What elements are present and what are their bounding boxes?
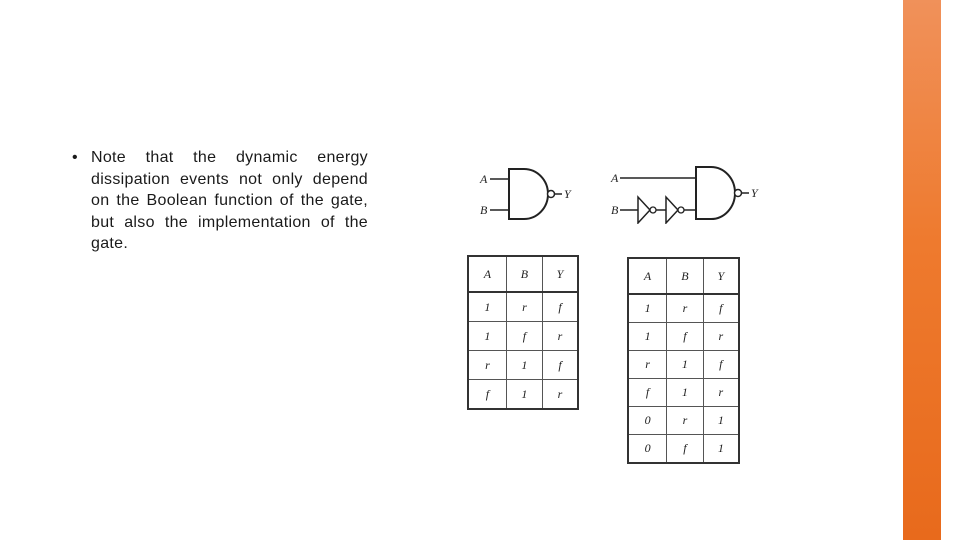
table-cell: r bbox=[542, 380, 578, 410]
truth-table-nand bbox=[467, 255, 579, 410]
table-cell: f bbox=[542, 351, 578, 380]
table-cell: r bbox=[667, 407, 703, 435]
accent-side-bar bbox=[903, 0, 941, 540]
table-row bbox=[628, 323, 739, 351]
column-header-a: A bbox=[628, 258, 667, 294]
table-cell: f bbox=[667, 323, 703, 351]
table-cell: 1 bbox=[667, 379, 703, 407]
table-cell: f bbox=[468, 380, 506, 410]
second-inverter-bubble bbox=[678, 207, 684, 213]
table-cell: f bbox=[703, 351, 739, 379]
table-cell: r bbox=[628, 351, 667, 379]
table-row bbox=[628, 407, 739, 435]
table-cell: r bbox=[703, 323, 739, 351]
table-row bbox=[468, 380, 578, 410]
column-header-b: B bbox=[506, 256, 542, 292]
table-cell: f bbox=[542, 292, 578, 322]
gate2-input-a-label: A bbox=[611, 171, 619, 185]
table-row bbox=[468, 292, 578, 322]
table-row bbox=[628, 294, 739, 323]
nand-with-buffer-diagram bbox=[608, 160, 768, 224]
column-header-a: A bbox=[468, 256, 506, 292]
table-cell: 1 bbox=[468, 322, 506, 351]
table-cell: r bbox=[667, 294, 703, 323]
column-header-y: Y bbox=[542, 256, 578, 292]
first-inverter-bubble bbox=[650, 207, 656, 213]
table-cell: 1 bbox=[506, 380, 542, 410]
table-cell: 1 bbox=[703, 435, 739, 464]
table-cell: f bbox=[506, 322, 542, 351]
table-cell: r bbox=[703, 379, 739, 407]
gate1-input-b-label: B bbox=[480, 203, 488, 217]
table-cell: r bbox=[542, 322, 578, 351]
table-cell: 1 bbox=[667, 351, 703, 379]
table-row bbox=[628, 435, 739, 464]
table-cell: 1 bbox=[468, 292, 506, 322]
bullet-paragraph bbox=[72, 147, 368, 255]
bullet-marker: • bbox=[72, 149, 78, 166]
gate2-output-label: Y bbox=[751, 186, 758, 200]
table-row bbox=[468, 351, 578, 380]
gate1-inversion-bubble bbox=[548, 191, 555, 198]
table-header-row bbox=[628, 258, 739, 294]
table-cell: 0 bbox=[628, 407, 667, 435]
gate2-nand-body bbox=[696, 167, 735, 219]
nand-gate-diagram bbox=[476, 160, 586, 224]
column-header-y: Y bbox=[703, 258, 739, 294]
gate1-nand-body bbox=[509, 169, 548, 219]
table-cell: 1 bbox=[628, 294, 667, 323]
table-cell: f bbox=[703, 294, 739, 323]
bullet-text: Note that the dynamic energy dissipation events not only depend on the Boolean function of the gate, but also the implementation of the gate. bbox=[91, 149, 368, 253]
table-cell: f bbox=[628, 379, 667, 407]
column-header-b: B bbox=[667, 258, 703, 294]
table-cell: 1 bbox=[628, 323, 667, 351]
second-inverter-triangle bbox=[666, 197, 678, 223]
gate1-input-a-label: A bbox=[480, 172, 488, 186]
table-row bbox=[628, 379, 739, 407]
table-cell: 0 bbox=[628, 435, 667, 464]
table-row bbox=[628, 351, 739, 379]
table-cell: 1 bbox=[703, 407, 739, 435]
table-cell: r bbox=[468, 351, 506, 380]
table-header-row bbox=[468, 256, 578, 292]
table-row bbox=[468, 322, 578, 351]
table-cell: r bbox=[506, 292, 542, 322]
table-cell: f bbox=[667, 435, 703, 464]
gate1-output-label: Y bbox=[564, 187, 571, 201]
truth-table-nand-with-buffer bbox=[627, 257, 740, 464]
gate2-inversion-bubble bbox=[735, 190, 742, 197]
gate2-input-b-label: B bbox=[611, 203, 619, 217]
first-inverter-triangle bbox=[638, 197, 650, 223]
table-cell: 1 bbox=[506, 351, 542, 380]
